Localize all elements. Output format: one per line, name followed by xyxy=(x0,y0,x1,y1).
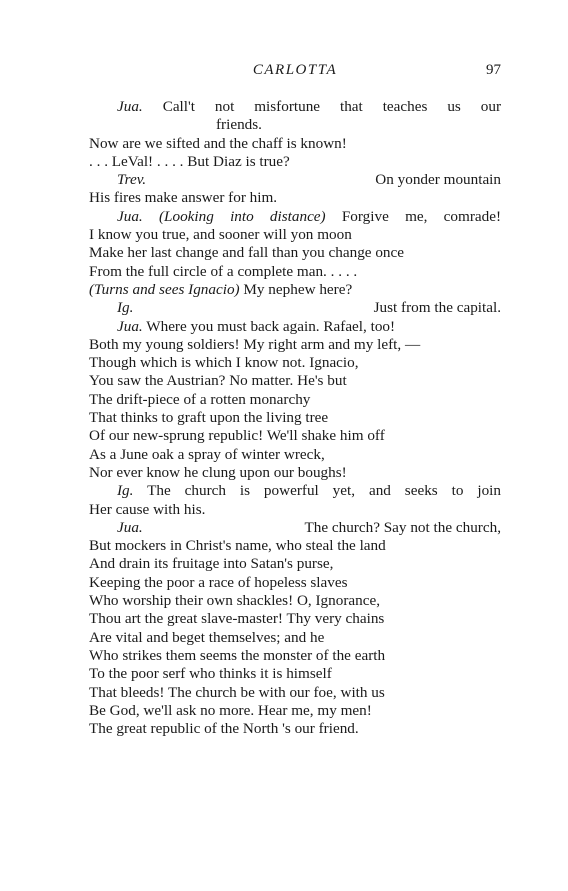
page-header xyxy=(89,62,501,82)
verse-line xyxy=(89,519,501,537)
verse-line xyxy=(89,665,501,683)
verse-line xyxy=(89,135,501,153)
line-text: I know you true, and sooner will yon moon xyxy=(89,226,352,244)
line-text: Where you must back again. Rafael, too! xyxy=(146,317,396,335)
line-text: friends. xyxy=(216,116,262,134)
line-text: Are vital and beget themselves; and he xyxy=(89,628,325,646)
line-text: Her cause with his. xyxy=(89,500,206,518)
line-text: Call't not misfortune that teaches us our xyxy=(162,98,501,115)
stage-direction: (Looking into distance) xyxy=(158,207,326,225)
line-text: From the full circle of a complete man. . . . . xyxy=(89,262,358,280)
stage-direction: (Turns and sees Ignacio) xyxy=(89,280,240,298)
verse-line xyxy=(89,281,501,299)
line-text: The great republic of the North 's our friend. xyxy=(89,720,359,738)
verse-line xyxy=(89,372,501,390)
speaker-name: Jua. xyxy=(117,317,143,335)
line-text: The church? Say not the church, xyxy=(304,518,501,536)
verse-line xyxy=(89,171,501,189)
verse-line xyxy=(89,226,501,244)
speaker-name: Trev. xyxy=(117,171,147,189)
verse-line xyxy=(89,299,501,317)
verse-line xyxy=(89,427,501,445)
verse-line xyxy=(89,354,501,372)
line-text: My nephew here? xyxy=(243,280,353,298)
verse-line xyxy=(89,336,501,354)
verse-line xyxy=(89,318,501,336)
page-number: 97 xyxy=(486,62,501,78)
verse-line xyxy=(89,244,501,262)
line-text: Who strikes them seems the monster of the earth xyxy=(89,646,386,664)
verse-line xyxy=(89,720,501,738)
line-text: On yonder mountain xyxy=(375,171,501,189)
speaker-name: Jua. xyxy=(117,207,143,225)
line-text: Make her last change and fall than you change once xyxy=(89,244,405,262)
line-text: Who worship their own shackles! O, Ignorance, xyxy=(89,592,381,610)
verse-line xyxy=(89,702,501,720)
line-text: Keeping the poor a race of hopeless slaves xyxy=(89,573,348,591)
line-text: That bleeds! The church be with our foe, with us xyxy=(89,683,385,701)
speaker-name: Jua. xyxy=(117,98,143,115)
line-text: Thou art the great slave-master! Thy very chains xyxy=(89,610,385,628)
line-text: And drain its fruitage into Satan's purse, xyxy=(89,555,334,573)
verse-line xyxy=(89,116,501,134)
verse-text xyxy=(89,98,501,738)
line-text: His fires make answer for him. xyxy=(89,189,278,207)
verse-line xyxy=(89,501,501,519)
line-text: Now are we sifted and the chaff is known! xyxy=(89,134,347,152)
verse-line xyxy=(89,537,501,555)
verse-line xyxy=(89,153,501,171)
verse-line xyxy=(89,610,501,628)
line-text: Be God, we'll ask no more. Hear me, my men! xyxy=(89,701,372,719)
verse-line xyxy=(89,208,501,226)
line-text: The drift-piece of a rotten monarchy xyxy=(89,390,311,408)
speaker-name: Jua. xyxy=(117,518,143,536)
verse-line xyxy=(89,647,501,665)
line-text: Just from the capital. xyxy=(373,299,501,317)
line-text: As a June oak a spray of winter wreck, xyxy=(89,445,325,463)
verse-line xyxy=(89,555,501,573)
verse-line xyxy=(89,98,501,116)
line-text: That thinks to graft upon the living tree xyxy=(89,409,329,427)
line-text: Forgive me, comrade! xyxy=(341,207,501,225)
line-text: The church is powerful yet, and seeks to join xyxy=(147,482,501,500)
verse-line xyxy=(89,263,501,281)
verse-line xyxy=(89,629,501,647)
speaker-name: Ig. xyxy=(117,299,134,317)
verse-line xyxy=(89,574,501,592)
verse-line xyxy=(89,446,501,464)
line-text: Both my young soldiers! My right arm and my left, — xyxy=(89,335,421,353)
line-text: To the poor serf who thinks it is himself xyxy=(89,665,332,683)
line-text: You saw the Austrian? No matter. He's but xyxy=(89,372,347,390)
verse-line xyxy=(89,592,501,610)
line-text: Nor ever know he clung upon our boughs! xyxy=(89,463,347,481)
line-text: Of our new-sprung republic! We'll shake him off xyxy=(89,427,385,445)
verse-line xyxy=(89,464,501,482)
line-text: . . . LeVal! . . . . But Diaz is true? xyxy=(89,152,290,170)
verse-line xyxy=(89,482,501,500)
verse-line xyxy=(89,391,501,409)
speaker-name: Ig. xyxy=(117,482,134,500)
line-text: Though which is which I know not. Ignacio, xyxy=(89,354,359,372)
verse-line xyxy=(89,189,501,207)
line-text: But mockers in Christ's name, who steal the land xyxy=(89,537,386,555)
verse-line xyxy=(89,409,501,427)
verse-line xyxy=(89,684,501,702)
running-head: CARLOTTA xyxy=(252,62,338,78)
